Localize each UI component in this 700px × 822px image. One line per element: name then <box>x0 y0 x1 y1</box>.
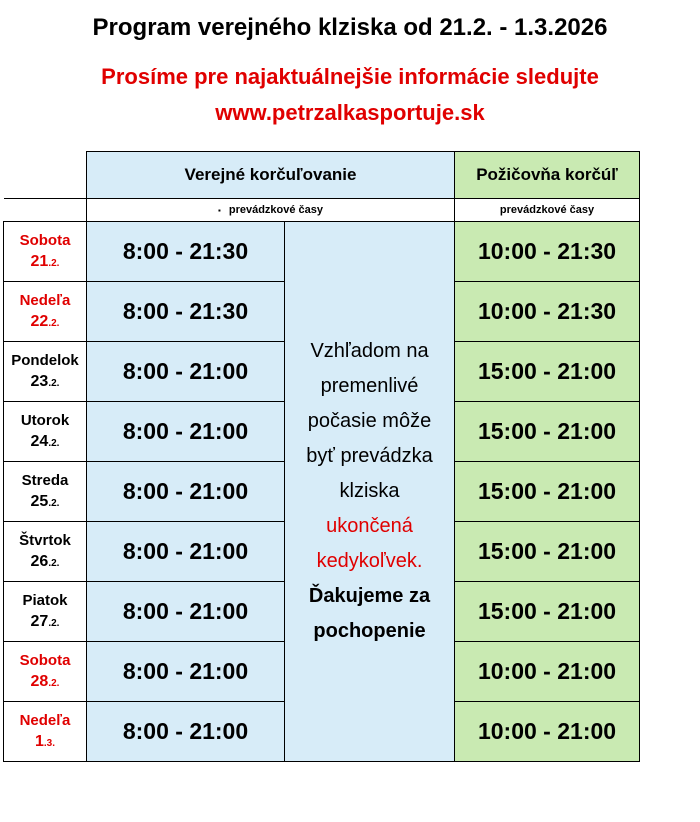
skating-column-header: Verejné korčuľovanie <box>87 152 455 199</box>
day-number: 24 <box>30 432 49 450</box>
day-month: .2. <box>48 377 60 389</box>
day-date <box>4 611 86 633</box>
note-line: počasie môže <box>307 410 432 432</box>
day-name: Štvrtok <box>19 531 71 549</box>
header-row <box>4 152 640 199</box>
note-line: byť prevádzka <box>306 445 433 467</box>
rental-time-cell: 15:00 - 21:00 <box>455 582 640 642</box>
notice-text: Prosíme pre najaktuálnejšie informácie sledujte <box>101 64 599 89</box>
rental-time-cell: 10:00 - 21:00 <box>455 702 640 762</box>
schedule-row <box>4 222 640 282</box>
day-number: 27 <box>30 612 49 630</box>
rental-subheader: prevádzkové časy <box>455 199 640 222</box>
day-name: Nedeľa <box>19 291 71 309</box>
day-name: Sobota <box>19 231 71 249</box>
day-date <box>4 491 86 513</box>
rental-time-cell: 10:00 - 21:30 <box>455 282 640 342</box>
day-cell <box>4 342 87 402</box>
day-cell <box>4 702 87 762</box>
skating-time-cell: 8:00 - 21:00 <box>87 402 285 462</box>
day-month: .2. <box>48 497 60 509</box>
day-cell <box>4 402 87 462</box>
day-cell <box>4 582 87 642</box>
skating-time-cell: 8:00 - 21:30 <box>87 282 285 342</box>
rental-time-cell: 15:00 - 21:00 <box>455 342 640 402</box>
day-number: 28 <box>30 672 49 690</box>
rental-time-cell: 10:00 - 21:00 <box>455 642 640 702</box>
day-date <box>4 371 86 393</box>
rental-time-cell: 15:00 - 21:00 <box>455 462 640 522</box>
day-name: Pondelok <box>11 351 79 369</box>
day-month: .2. <box>48 317 60 329</box>
page-title: Program verejného klziska od 21.2. - 1.3.2026 <box>92 14 608 41</box>
day-number: 25 <box>30 492 49 510</box>
skating-time-cell: 8:00 - 21:00 <box>87 522 285 582</box>
rental-time-cell: 15:00 - 21:00 <box>455 522 640 582</box>
schedule-table <box>3 151 640 762</box>
rental-time-cell: 15:00 - 21:00 <box>455 402 640 462</box>
day-cell <box>4 222 87 282</box>
day-date <box>4 311 86 333</box>
day-month: .2. <box>48 437 60 449</box>
skating-time-cell: 8:00 - 21:00 <box>87 702 285 762</box>
day-name: Nedeľa <box>19 711 71 729</box>
day-date <box>4 731 86 753</box>
weather-note-cell <box>285 222 455 762</box>
day-number: 26 <box>30 552 49 570</box>
day-name: Streda <box>21 471 69 489</box>
note-thanks: pochopenie <box>313 620 426 642</box>
day-number: 1 <box>34 732 44 750</box>
skating-subheader <box>87 199 455 222</box>
day-cell <box>4 642 87 702</box>
note-warning: kedykoľvek. <box>316 550 423 572</box>
note-line: premenlivé <box>320 375 419 397</box>
note-line: Vzhľadom na <box>310 340 429 362</box>
day-month: .3. <box>43 737 56 749</box>
skating-time-cell: 8:00 - 21:00 <box>87 642 285 702</box>
subheader-row <box>4 199 640 222</box>
day-name: Utorok <box>20 411 70 429</box>
day-month: .2. <box>48 557 60 569</box>
rental-column-header: Požičovňa korčúľ <box>455 152 640 199</box>
skating-time-cell: 8:00 - 21:30 <box>87 222 285 282</box>
skating-time-cell: 8:00 - 21:00 <box>87 582 285 642</box>
day-number: 22 <box>30 312 49 330</box>
website-link[interactable]: www.petrzalkasportuje.sk <box>215 100 485 125</box>
header-empty-cell <box>4 152 87 199</box>
day-date <box>4 671 86 693</box>
day-date <box>4 251 86 273</box>
day-date <box>4 551 86 573</box>
day-month: .2. <box>48 677 60 689</box>
note-warning: ukončená <box>326 515 413 537</box>
rental-time-cell: 10:00 - 21:30 <box>455 222 640 282</box>
day-number: 21 <box>30 252 49 270</box>
skating-time-cell: 8:00 - 21:00 <box>87 342 285 402</box>
day-cell <box>4 522 87 582</box>
bullet-mark: ▪ <box>218 206 221 215</box>
subheader-empty-cell <box>4 199 87 222</box>
skating-time-cell: 8:00 - 21:00 <box>87 462 285 522</box>
day-month: .2. <box>48 617 60 629</box>
skating-subheader-label: prevádzkové časy <box>228 204 324 216</box>
day-cell <box>4 282 87 342</box>
note-thanks: Ďakujeme za <box>308 585 431 607</box>
day-date <box>4 431 86 453</box>
day-month: .2. <box>48 257 60 269</box>
note-line: klziska <box>339 480 400 502</box>
day-cell <box>4 462 87 522</box>
day-name: Piatok <box>22 591 68 609</box>
day-name: Sobota <box>19 651 71 669</box>
day-number: 23 <box>30 372 49 390</box>
